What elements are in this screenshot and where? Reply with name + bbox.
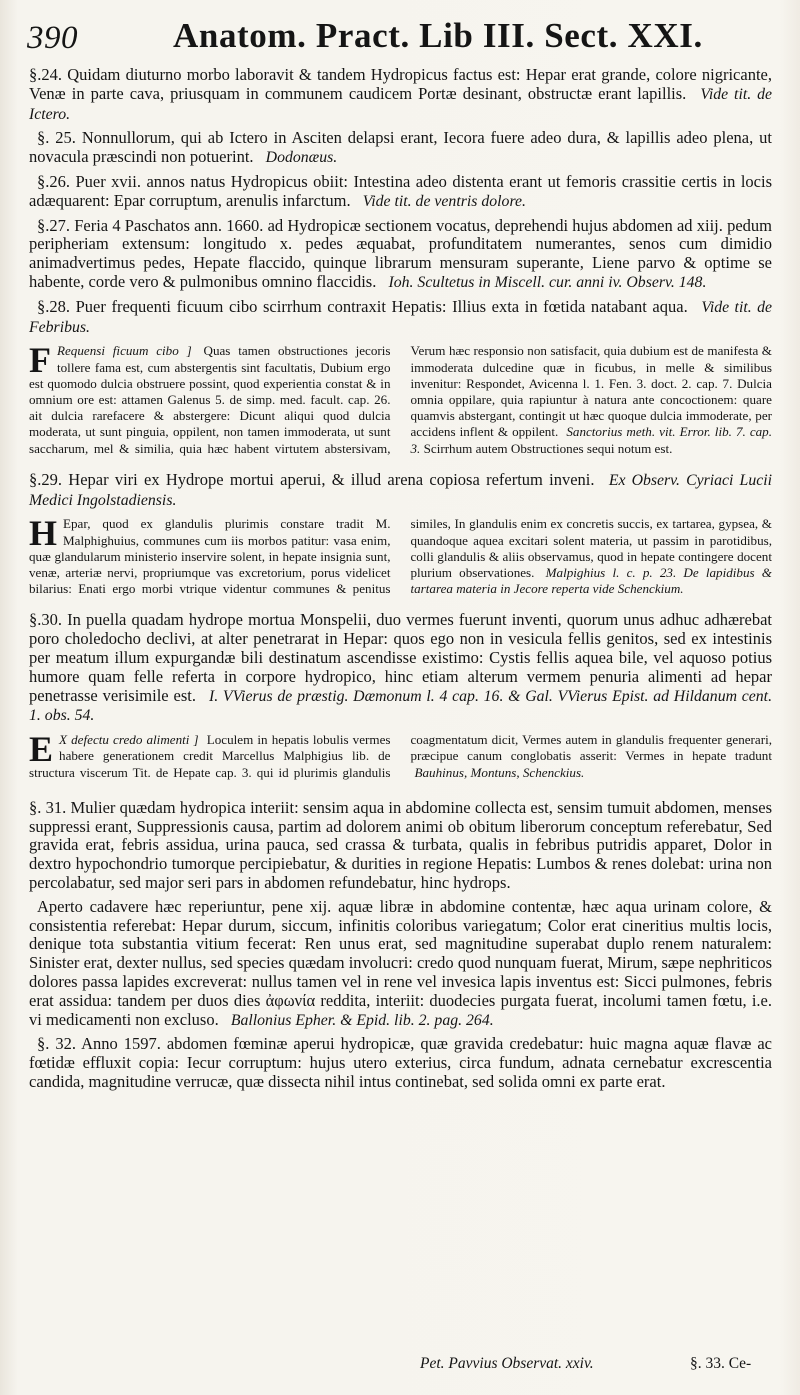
section-31-text-2: Aperto cadavere hæc reperiuntur, pene xij. aquæ libræ in abdomine contentæ, hæc aqua urinam colore, & consistentia referebat: Hepar durum, siccum, infinitis coloribus variegatum; Color erat cineritius multis locis, denique tota substantia vitium fecerat: Ren unus erat, sed magnitudine superabat duplo renem naturalem: Sinister erat, dexter nullus, sed species quædam involucri: credo quod nunquam fuerat, Mirum, sæpe nephriticos dolores passa lapides excreverat: nullus tamen vel in rene vel invesica lapis inventus est: Sicci pulmones, febris erat assidua: tandem per duos dies ἀφωνία reddita, interiit: duodecies purgata fuerat, incolumi tamen fœtu, i.e. vi medicamenti non excluso. <box>29 896 772 1029</box>
page-footer <box>0 1355 800 1379</box>
commentary-alimenti-text: Loculem in hepatis lobulis vermes habere generationem credit Marcellus Malphigius lib. de structura viscerum Tit. de Hepate cap. 3. qui id plurimis glandulis coagmentatum dicit, Vermes autem in glandulis frequenter generari, præcipue canum conglobatis asserit: Vermes in hepate tradunt <box>29 732 772 780</box>
dropcap-e: E <box>29 729 54 770</box>
page-header <box>27 18 777 60</box>
commentary-hepar-citation: Malpighius l. c. p. 23. De lapidibus & tartarea materia in Jecore reperta vide Schenckium. <box>410 564 772 597</box>
commentary-alimenti-citation: Bauhinus, Montuns, Schenckius. <box>414 764 585 780</box>
footer-citation: Pet. Pavvius Observat. xxiv. <box>420 1355 594 1372</box>
commentary-hepar-text: Epar, quod ex glandulis plurimis constare tradit M. Malphighuius, communes cum iis morbos patitur: vasa enim, quæ glandularum ministerio inservire solent, in hepate insignia sunt, venæ, arteriæ nervi, propriumque vas excretorium, porus videlicet bilarius: Enati ergo morbi vtrique videntur communes & penitus similes, In glandulis enim ex concretis succis, ex tartarea, gypsea, & quandoque aquea excitari solent materia, ut passim in parotidibus, colli glandulis & aliis observamus, quod in hepate contingere docent plurium observationes. <box>29 516 772 597</box>
commentary-ficuum-lemma: Requensi ficuum cibo ] <box>57 343 192 359</box>
section-28-text: §.28. Puer frequenti ficuum cibo scirrhum contraxit Hepatis: Illius exta in fœtida natabant aqua. <box>37 296 688 316</box>
section-29-text: §.29. Hepar viri ex Hydrope mortui aperui, & illud arena copiosa refertum inveni. <box>29 469 595 489</box>
dropcap-f: F <box>29 340 51 381</box>
section-30-citation: I. VVierus de præstig. Dæmonum l. 4 cap. 16. & Gal. VVierus Epist. ad Hildanum cent. 1. obs. 54. <box>29 687 773 725</box>
section-26-text: §.26. Puer xvii. annos natus Hydropicus obiit: Intestina adeo distenta erant ut femoris crassitie certis in locis adæquarent: Epar corruptum, arenulis infarctum. <box>29 171 772 210</box>
commentary-hepar <box>29 513 772 597</box>
section-24 <box>29 66 772 124</box>
section-25-text: §. 25. Nonnullorum, qui ab Ictero in Asciten delapsi erant, Iecora fuere adeo dura, & lapillis adeo plena, ut novacula præscindi non potuerint. <box>29 128 772 167</box>
section-31-paragraph-1 <box>29 799 772 893</box>
section-30 <box>29 611 772 726</box>
commentary-ficuum-text: Quas tamen obstructiones jecoris tollere fama est, cum abstergentis sint facultatis, Dubium ergo est quomodo dulcia obstruere possint, quod experientia constat & in omnium ore est: attamen Galenus 5. de simp. med. facult. cap. 26. ait dulcia rarefacere & abstergere: Dicunt aliqui quod dulcia moderata, ut sunt pinguia, oppilent, non tamen immoderata, ut sunt saccharum, mel & similia, quia hæc habent virtutem abstersivam, Verum hæc responsio non satisfacit, quia dubium est de manifesta & immoderata dulcedine quæ in ficubus, in melle & similibus invenitur: Respondet, Avicenna l. 1. Fen. 3. doct. 2. cap. 7. Dulcia omnia oppilare, quia rapiuntur à natura ante concoctionem: quare quamvis abstergant, contingit ut hæc quoque dulcia immoderate, per accidens inflent & oppilent. <box>29 343 772 456</box>
section-29-citation: Ex Observ. Cyriaci Lucii Medici Ingolstadiensis. <box>29 471 773 509</box>
page-number: 390 <box>27 20 78 56</box>
section-30-text: §.30. In puella quadam hydrope mortua Monspelii, duo vermes fuerunt inventi, quorum unus adhuc adhærebat poro choledocho declivi, at alter penetrarat in Hepar: quos ego non in vesicula fellis genitos, sed ex intestinis per meatum illum expurgandæ bili destinatum ascendisse existimo: Cystis fellis aquea bile, vel aquoso potius humore quam felle referta in corpore hydropico, hinc etiam alterum vermem penuria alimenti ad hepar penetrasse verisimile est. <box>29 610 772 705</box>
section-32 <box>29 1035 772 1091</box>
commentary-ficuum-citation: Sanctorius meth. vit. Error. lib. 7. cap. 3. <box>410 424 772 456</box>
section-31-paragraph-2 <box>29 898 772 1031</box>
section-24-citation: Vide tit. de Ictero. <box>29 85 772 123</box>
section-27 <box>29 217 772 293</box>
section-26 <box>29 173 772 212</box>
section-27-text: §.27. Feria 4 Paschatos ann. 1660. ad Hydropicæ sectionem vocatus, deprehendi hujus abdomen ad xiij. pedum peripheriam extensum: longitudo x. pedes æquabat, profunditatem numerantes, senos cum dimidio animadvertimus pedes, Hepate flaccido, quinque librarum mensuram superante, Liene parvo & optime se habente, corde vero & pulmonibus omnino flaccidis. <box>29 215 772 291</box>
section-29 <box>29 471 772 511</box>
running-head: Anatom. Pract. Lib III. Sect. XXI. <box>173 16 703 55</box>
section-32-text: §. 32. Anno 1597. abdomen fœminæ aperui hydropicæ, quæ gravida credebatur: huic magna aquæ flavæ ac fœtidæ effluxit copia: Iecur corruptum: hujus utero exterius, circa fundum, adnata cernebatur excrescentia candida, magnitudine verrucæ, quæ dissecta nihil intus continebat, sed solida omni ex parte erat. <box>29 1034 772 1091</box>
section-25-citation: Dodonæus. <box>265 149 338 167</box>
commentary-ficuum-tail: Scirrhum autem Obstructiones sequi notum est. <box>423 440 673 456</box>
commentary-alimenti-lemma: X defectu credo alimenti ] <box>59 732 199 748</box>
section-26-citation: Vide tit. de ventris dolore. <box>362 192 526 210</box>
section-25 <box>29 129 772 168</box>
section-31-citation: Ballonius Epher. & Epid. lib. 2. pag. 264. <box>230 1011 494 1029</box>
section-31-text-1: §. 31. Mulier quædam hydropica interiit: sensim aqua in abdomine collecta est, sensim tumuit abdomen, menses suppressi erant, Suppressionis causa, partim ad dolorem animi ob obitum liberorum conceptum referebatur, Sed gravida erat, febris assidua, urina pauca, sed crassa & turbata, qualis in febribus putridis apparet, Dolor in dextro hypochondrio tumorque percipiebatur, & durities in regione Hepatis: Lumbos & renes dolebat: urina non percolabatur, sed major seri pars in abdomen refundebatur, hinc hydrops. <box>29 797 772 892</box>
dropcap-h: H <box>29 513 58 554</box>
page-content <box>29 66 772 1097</box>
commentary-alimenti <box>29 729 772 781</box>
section-27-citation: Ioh. Scultetus in Miscell. cur. anni iv. Observ. 148. <box>388 273 707 291</box>
commentary-ficuum <box>29 340 772 456</box>
catchword: §. 33. Ce- <box>690 1355 752 1372</box>
section-24-text: §.24. Quidam diuturno morbo laboravit & tandem Hydropicus factus est: Hepar erat grande, colore nigricante, Venæ in parte cava, priusquam in communem caudicem Portæ desinant, obstructæ erant lapillis. <box>29 65 772 103</box>
section-28-citation: Vide tit. de Febribus. <box>29 298 773 336</box>
section-28 <box>29 298 772 338</box>
